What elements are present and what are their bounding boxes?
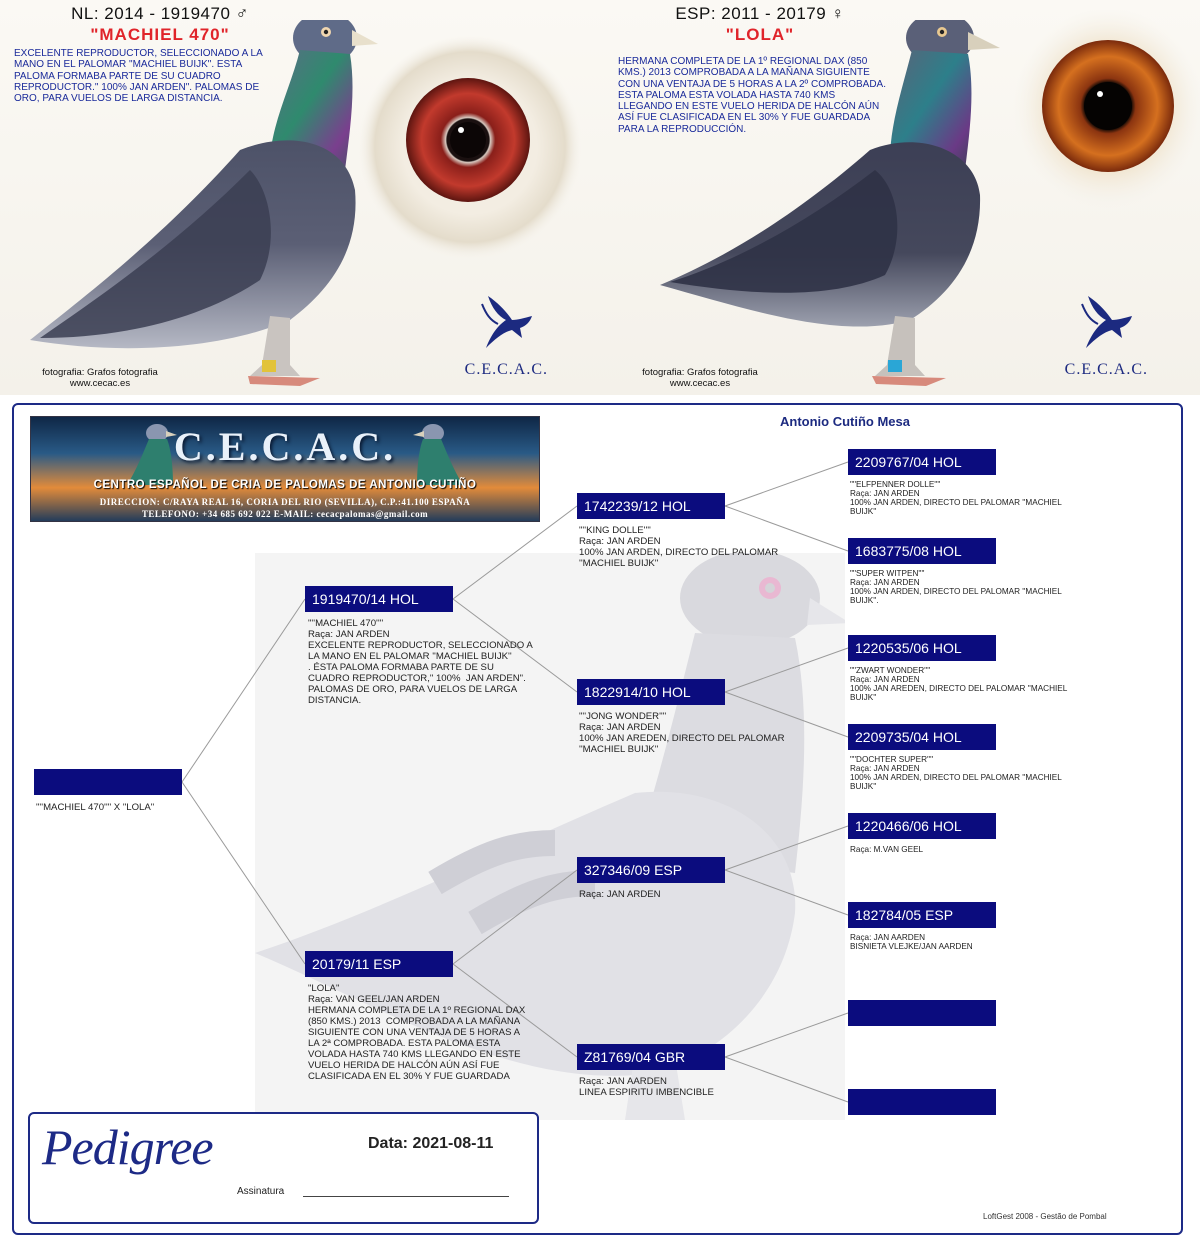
info-line: "''ZWART WONDER''" <box>850 666 931 675</box>
info-line: ''MACHIEL BUIJK'' <box>579 744 659 755</box>
photo-credit-text: fotografia: Grafos fotografia <box>642 367 758 378</box>
pedigree-title: Pedigree <box>42 1119 213 1175</box>
info-line: Raça: JAN ARDEN <box>579 722 661 733</box>
info-line: DISTANCIA. <box>308 695 362 706</box>
info-line: BUIJK'' <box>850 782 877 791</box>
sire-info <box>308 618 558 706</box>
info-line: 100% JAN AREDEN, DIRECTO DEL PALOMAR <box>579 733 785 744</box>
info-line: 100% JAN ARDEN, DIRECTO DEL PALOMAR ''MACHIEL <box>850 587 1062 596</box>
info-line: Raça: JAN ARDEN <box>579 889 661 900</box>
info-line: "''KING DOLLE''" <box>579 525 651 536</box>
dam-photo-description: HERMANA COMPLETA DE LA 1º REGIONAL DAX (850 KMS.) 2013 COMPROBADA A LA MAÑANA SIGUIENTE CON UNA VENTAJA DE 5 HORAS A LA 2º COMPROBADA. ESTA PALOMA ESTA VOLADA HASTA 740 KMS LLEGANDO EN ESTE VUELO HERIDA DE HALCÓN AÚN ASÍ FUE CLASIFICADA EN EL 30% Y FUE GUARDADA PARA LA REPRODUCCIÓN. <box>618 56 886 135</box>
photo-credit-site: www.cecac.es <box>69 378 131 389</box>
info-line: EXCELENTE REPRODUCTOR, SELECCIONADO A <box>308 640 533 651</box>
pedigree-date: Data: 2021-08-11 <box>368 1135 494 1152</box>
sds-info <box>850 666 1100 702</box>
sire-dam-info <box>579 711 819 755</box>
info-line: HERMANA COMPLETA DE LA 1º REGIONAL DAX <box>308 1005 526 1016</box>
info-line: "''SUPER WITPEN''" <box>850 569 925 578</box>
info-line: LINEA ESPIRITU IMBENCIBLE <box>579 1087 714 1098</box>
software-credit: LoftGest 2008 - Gestão de Pombal <box>983 1212 1107 1221</box>
sdd-box[interactable]: 2209735/04 HOL <box>848 724 996 750</box>
info-line: VUELO HERIDA DE HALCÓN AÚN ASÍ FUE <box>308 1060 500 1071</box>
sds-box[interactable]: 1220535/06 HOL <box>848 635 996 661</box>
dds-box[interactable] <box>848 1000 996 1026</box>
signature-line <box>303 1196 509 1197</box>
info-line: Raça: M.VAN GEEL <box>850 845 924 854</box>
info-line: "LOLA" <box>308 983 340 994</box>
info-line: LA MANO EN EL PALOMAR ''MACHIEL BUIJK'' <box>308 651 512 662</box>
banner-phone: TELEFONO: +34 685 692 022 E-MAIL: cecacpalomas@gmail.com <box>141 509 429 519</box>
info-line: "''MACHIEL 470''" X "LOLA" <box>36 802 155 813</box>
info-line: VOLADA HASTA 740 KMS LLEGANDO EN ESTE <box>308 1049 521 1060</box>
ddd-box[interactable] <box>848 1089 996 1115</box>
info-line: Raça: JAN ARDEN <box>850 578 920 587</box>
sire-box[interactable]: 1919470/14 HOL <box>305 586 453 612</box>
sss-box[interactable]: 2209767/04 HOL <box>848 449 996 475</box>
info-line: "''MACHIEL 470''" <box>308 618 384 629</box>
dam-sire-info <box>579 889 819 900</box>
banner-title: C.E.C.A.C. <box>173 424 397 469</box>
photo-credit-site: www.cecac.es <box>669 378 731 389</box>
dam-info <box>308 983 558 1082</box>
info-line: Raça: JAN ARDEN <box>308 629 390 640</box>
dam-sire-box[interactable]: 327346/09 ESP <box>577 857 725 883</box>
info-line: Raça: JAN AARDEN <box>850 933 926 942</box>
info-line: . ÉSTA PALOMA FORMABA PARTE DE SU <box>308 662 494 673</box>
dsd-box[interactable]: 182784/05 ESP <box>848 902 996 928</box>
owner-name: Antonio Cutiño Mesa <box>780 414 910 429</box>
info-line: 100% JAN ARDEN, DIRECTO DEL PALOMAR <box>579 547 779 558</box>
sdd-info <box>850 755 1100 791</box>
photo-credit-text: fotografia: Grafos fotografia <box>42 367 158 378</box>
dsd-info <box>850 933 1100 951</box>
info-line: Raça: JAN AARDEN <box>579 1076 667 1087</box>
cecac-logo-text: C.E.C.A.C. <box>1064 361 1148 378</box>
info-line: Raça: JAN ARDEN <box>850 675 920 684</box>
root-pigeon-box[interactable] <box>34 769 182 795</box>
info-line: "''DOCHTER SUPER''" <box>850 755 934 764</box>
signature-label: Assinatura <box>237 1186 285 1197</box>
dam-dam-info <box>579 1076 819 1098</box>
dss-box[interactable]: 1220466/06 HOL <box>848 813 996 839</box>
sire-name-heading: "MACHIEL 470" <box>90 25 230 44</box>
info-line: LA 2ª COMPROBADA. ESTA PALOMA ESTA <box>308 1038 501 1049</box>
dam-box[interactable]: 20179/11 ESP <box>305 951 453 977</box>
info-line: "''JONG WONDER''" <box>579 711 667 722</box>
sss-info <box>850 480 1100 516</box>
sire-ring-heading: NL: 2014 - 1919470 ♂ <box>71 4 249 23</box>
info-line: CLASIFICADA EN EL 30% Y FUE GUARDADA <box>308 1071 510 1082</box>
info-line: PALOMAS DE ORO, PARA VUELOS DE LARGA <box>308 684 518 695</box>
dss-info <box>850 845 1100 854</box>
info-line: CUADRO REPRODUCTOR," 100% JAN ARDEN". <box>308 673 526 684</box>
sire-dam-box[interactable]: 1822914/10 HOL <box>577 679 725 705</box>
info-line: ''MACHIEL BUIJK'' <box>579 558 659 569</box>
info-line: 100% JAN ARDEN, DIRECTO DEL PALOMAR ''MACHIEL <box>850 498 1062 507</box>
dam-name-heading: "LOLA" <box>725 25 795 44</box>
root-pigeon-info <box>36 802 236 813</box>
info-line: BUIJK''. <box>850 596 879 605</box>
sire-photo-description: EXCELENTE REPRODUCTOR, SELECCIONADO A LA MANO EN EL PALOMAR "MACHIEL BUIJK". ESTA PALOMA FORMABA PARTE DE SU CUADRO REPRODUCTOR." 100% JAN ARDEN". PALOMAS DE ORO, PARA VUELOS DE LARGA DISTANCIA. <box>14 48 263 105</box>
info-line: SIGUIENTE CON UNA VENTAJA DE 5 HORAS A <box>308 1027 520 1038</box>
info-line: BUIJK'' <box>850 693 877 702</box>
banner-address: DIRECCION: C/RAYA REAL 16, CORIA DEL RIO (SEVILLA), C.P.:41.100 ESPAÑA <box>99 497 471 507</box>
info-line: (850 KMS.) 2013 COMPROBADA A LA MAÑANA <box>308 1016 521 1027</box>
sire-sire-box[interactable]: 1742239/12 HOL <box>577 493 725 519</box>
info-line: BUIJK'' <box>850 507 877 516</box>
info-line: 100% JAN AREDEN, DIRECTO DEL PALOMAR ''MACHIEL <box>850 684 1068 693</box>
cecac-logo-text: C.E.C.A.C. <box>464 361 548 378</box>
banner-subtitle: CENTRO ESPAÑOL DE CRIA DE PALOMAS DE ANTONIO CUTIÑO <box>93 479 477 491</box>
sire-sire-info <box>579 525 819 569</box>
info-line: Raça: JAN ARDEN <box>850 764 920 773</box>
ssd-box[interactable]: 1683775/08 HOL <box>848 538 996 564</box>
info-line: "''ELFPENNER DOLLE''" <box>850 480 941 489</box>
info-line: Raça: JAN ARDEN <box>579 536 661 547</box>
info-line: Raça: JAN ARDEN <box>850 489 920 498</box>
ssd-info <box>850 569 1100 605</box>
dam-ring-heading: ESP: 2011 - 20179 ♀ <box>675 4 845 23</box>
info-line: Raça: VAN GEEL/JAN ARDEN <box>308 994 440 1005</box>
info-line: 100% JAN ARDEN, DIRECTO DEL PALOMAR ''MACHIEL <box>850 773 1062 782</box>
dam-dam-box[interactable]: Z81769/04 GBR <box>577 1044 725 1070</box>
info-line: BISNIETA VLEJKE/JAN AARDEN <box>850 942 973 951</box>
